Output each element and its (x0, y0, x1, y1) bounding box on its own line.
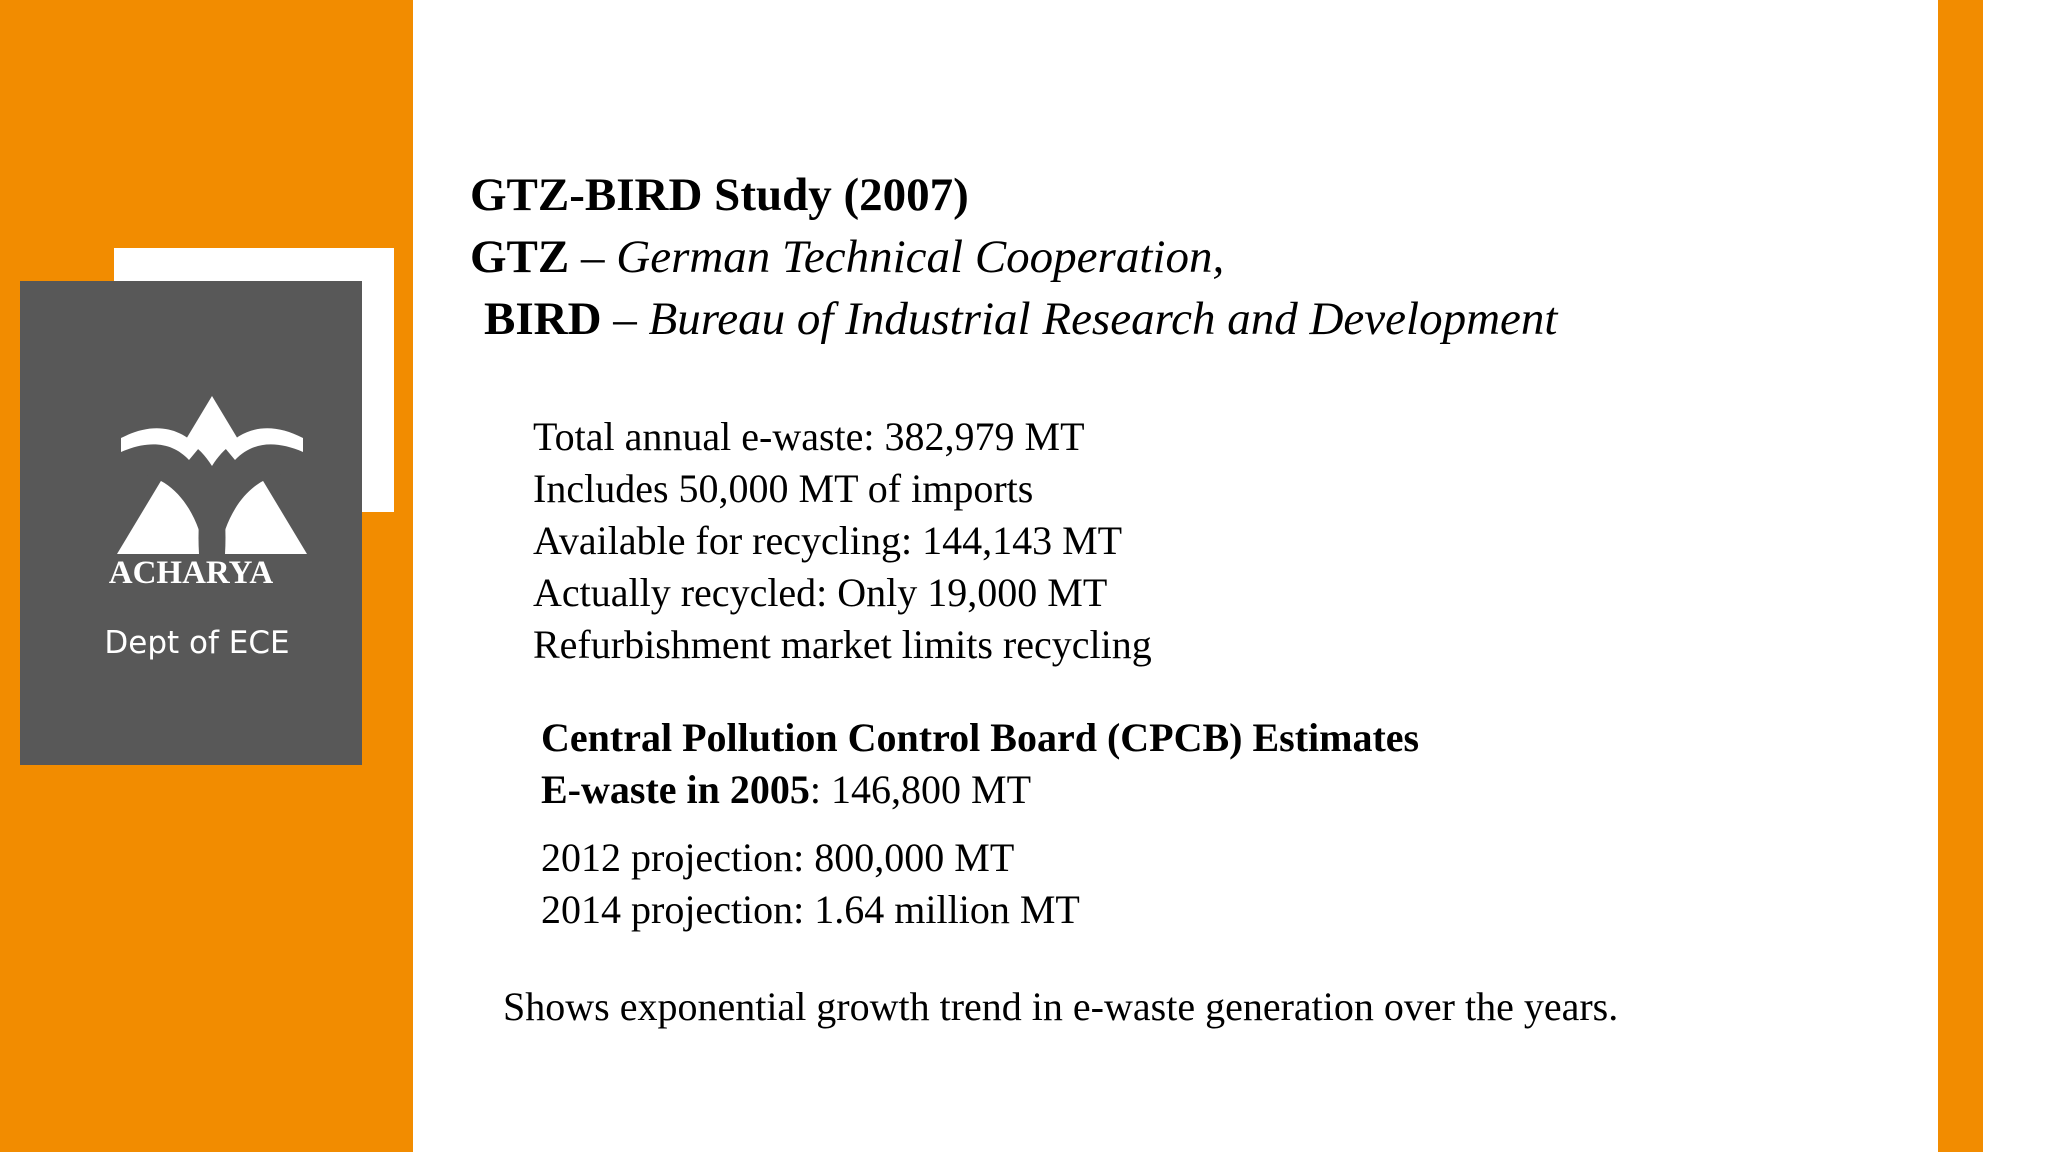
projection-line: 2014 projection: 1.64 million MT (541, 887, 1080, 932)
stat-line: Refurbishment market limits recycling (533, 622, 1152, 667)
cpcb-projections (541, 832, 1080, 936)
right-accent-band (1938, 0, 1983, 1152)
logo-wordmark: ACHARYA (108, 555, 274, 591)
logo-panel (20, 281, 362, 765)
study-title: GTZ-BIRD Study (2007) (470, 169, 969, 221)
stat-line: Actually recycled: Only 19,000 MT (533, 570, 1108, 615)
cpcb-year-value: : 146,800 MT (809, 767, 1032, 812)
cpcb-year-label: E-waste in 2005 (541, 767, 810, 812)
stat-line: Includes 50,000 MT of imports (533, 466, 1034, 511)
department-label: Dept of ECE (104, 625, 290, 661)
gtz-dash: – (569, 231, 617, 283)
bird-abbr: BIRD (484, 293, 602, 345)
heading-block (470, 164, 1557, 350)
stat-line: Available for recycling: 144,143 MT (533, 518, 1123, 563)
bird-full-name: Bureau of Industrial Research and Development (648, 293, 1558, 345)
acharya-logo-icon (117, 396, 307, 554)
study-stats (533, 411, 1152, 671)
conclusion-text: Shows exponential growth trend in e-waste generation over the years. (503, 984, 1619, 1029)
gtz-abbr: GTZ (470, 231, 570, 283)
stat-line: Total annual e-waste: 382,979 MT (533, 414, 1085, 459)
cpcb-section (541, 712, 1419, 816)
bird-dash: – (601, 293, 649, 345)
gtz-full-name: German Technical Cooperation, (616, 231, 1225, 283)
cpcb-title: Central Pollution Control Board (CPCB) Estimates (541, 715, 1420, 760)
projection-line: 2012 projection: 800,000 MT (541, 835, 1015, 880)
